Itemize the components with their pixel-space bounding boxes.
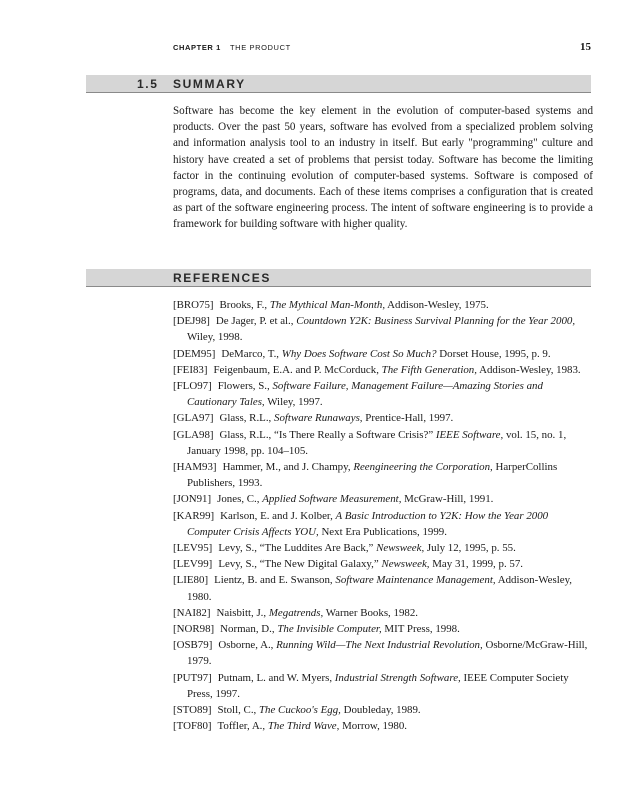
reference-title: The Invisible Computer, [277, 623, 382, 636]
reference-item [173, 540, 593, 556]
reference-key: [PUT97] [173, 671, 212, 684]
reference-key: [TOF80] [173, 720, 212, 733]
reference-list [173, 297, 593, 734]
section-number: 1.5 [137, 77, 159, 91]
reference-key: [BRO75] [173, 299, 214, 311]
section-title: SUMMARY [173, 77, 246, 91]
reference-item [173, 346, 593, 362]
reference-publication: July 12, 1995, p. 55. [424, 542, 516, 555]
reference-title: Reengineering the Corporation, [353, 461, 493, 474]
reference-title: Industrial Strength Software, [334, 671, 461, 684]
reference-title: IEEE Software, [435, 428, 504, 441]
reference-publication: Osborne/McGraw-Hill, 1979. [187, 639, 588, 668]
reference-item [173, 702, 593, 718]
reference-publication: Addison-Wesley, 1980. [187, 574, 573, 603]
reference-publication: Wiley, 1998. [187, 331, 243, 344]
reference-title: Software Maintenance Management, [335, 574, 496, 587]
reference-title: A Basic Introduction to Y2K: How the Year 2000 Computer Crisis Affects YOU, [187, 509, 549, 538]
reference-publication: Addison-Wesley, 1983. [476, 363, 581, 376]
reference-item [173, 427, 593, 459]
reference-authors: Levy, S., “The Luddites Are Back,” [218, 542, 377, 555]
reference-item [173, 410, 593, 426]
reference-title: Countdown Y2K: Business Survival Planning for the Year 2000, [296, 315, 576, 328]
reference-title: Running Wild—The Next Industrial Revolution, [276, 639, 483, 652]
reference-authors: Lientz, B. and E. Swanson, [214, 574, 336, 587]
reference-publication: HarperCollins Publishers, 1993. [187, 461, 558, 490]
reference-item [173, 605, 593, 621]
reference-publication: Morrow, 1980. [339, 720, 408, 733]
reference-authors: Levy, S., “The New Digital Galaxy,” [218, 558, 382, 571]
reference-key: [HAM93] [173, 461, 217, 474]
reference-title: Newsweek, [376, 542, 425, 555]
reference-authors: Norman, D., [220, 623, 278, 636]
reference-item [173, 313, 593, 345]
reference-key: [GLA98] [173, 428, 214, 441]
reference-authors: Osborne, A., [218, 639, 277, 652]
reference-item [173, 297, 593, 313]
reference-key: [FEI83] [173, 363, 208, 376]
reference-item [173, 491, 593, 507]
reference-key: [GLA97] [173, 412, 214, 425]
reference-publication: McGraw-Hill, 1991. [401, 493, 494, 506]
reference-authors: Brooks, F., [219, 299, 270, 311]
reference-authors: Glass, R.L., “Is There Really a Software Crisis?” [219, 428, 436, 441]
reference-title: The Fifth Generation, [381, 363, 477, 376]
reference-publication: Doubleday, 1989. [340, 704, 421, 717]
reference-publication: Prentice-Hall, 1997. [362, 412, 454, 425]
reference-key: [LIE80] [173, 574, 209, 587]
reference-authors: Jones, C., [217, 493, 263, 506]
references-title: REFERENCES [173, 271, 272, 285]
reference-title: Why Does Software Cost So Much? [281, 347, 437, 360]
reference-authors: Putnam, L. and W. Myers, [217, 671, 335, 684]
reference-key: [LEV95] [173, 542, 213, 555]
reference-title: Newsweek, [381, 558, 430, 571]
reference-authors: Toffler, A., [217, 720, 268, 733]
reference-title: Megatrends, [268, 606, 324, 619]
reference-publication: MIT Press, 1998. [381, 623, 460, 636]
reference-item [173, 670, 593, 702]
reference-item [173, 718, 593, 734]
reference-key: [NOR98] [173, 623, 215, 636]
reference-publication: vol. 15, no. 1, January 1998, pp. 104–105. [187, 428, 567, 457]
reference-publication: Wiley, 1997. [264, 396, 323, 409]
reference-key: [NAI82] [173, 606, 211, 619]
reference-item [173, 556, 593, 572]
reference-publication: Dorset House, 1995, p. 9. [436, 347, 551, 360]
reference-item [173, 572, 593, 604]
reference-publication: May 31, 1999, p. 57. [429, 558, 524, 571]
reference-title: Software Runaways, [274, 412, 363, 425]
reference-item [173, 621, 593, 637]
chapter-title: THE PRODUCT [230, 43, 291, 52]
reference-key: [KAR99] [173, 509, 215, 522]
reference-item [173, 637, 593, 669]
reference-title: Software Failure, Management Failure—Amazing Stories and Cautionary Tales, [187, 380, 543, 409]
running-header [173, 41, 591, 55]
reference-authors: Flowers, S., [217, 380, 273, 393]
reference-item [173, 508, 593, 540]
reference-publication: Next Era Publications, 1999. [318, 525, 447, 538]
reference-authors: De Jager, P. et al., [215, 315, 297, 328]
reference-key: [STO89] [173, 704, 212, 717]
reference-authors: Glass, R.L., [219, 412, 274, 425]
references-heading-bar [86, 269, 591, 287]
reference-key: [DEM95] [173, 347, 216, 360]
reference-title: The Third Wave, [267, 720, 340, 733]
reference-authors: Karlson, E. and J. Kolber, [220, 509, 336, 522]
reference-item [173, 378, 593, 410]
reference-authors: Naisbitt, J., [216, 606, 269, 619]
reference-key: [JON91] [173, 493, 212, 506]
reference-title: Applied Software Measurement, [262, 493, 402, 506]
reference-item [173, 459, 593, 491]
reference-key: [OSB79] [173, 639, 213, 652]
reference-item [173, 362, 593, 378]
reference-authors: Hammer, M., and J. Champy, [222, 461, 354, 474]
reference-authors: DeMarco, T., [221, 347, 282, 360]
reference-authors: Feigenbaum, E.A. and P. McCorduck, [213, 363, 382, 376]
chapter-label: CHAPTER 1 [173, 43, 221, 52]
summary-heading-bar [86, 75, 591, 93]
reference-key: [DEJ98] [173, 315, 210, 328]
reference-publication: Addison-Wesley, 1975. [385, 299, 489, 311]
reference-publication: Warner Books, 1982. [323, 606, 419, 619]
summary-paragraph: Software has become the key element in the evolution of computer-based systems and products. Over the past 50 years, software has evolved from a specialized problem solving and information analysis tool to an industry in itself. But early "programming" culture and history have created a set of problems that persist today. Software has become the limiting factor in the continuing evolution of computer-based systems. Software is composed of programs, data, and documents. Each of these items comprises a configuration that is created as part of the software engineering process. The intent of software engineering is to provide a framework for building software with higher quality. [173, 105, 593, 231]
reference-publication: IEEE Computer Society Press, 1997. [187, 671, 569, 700]
reference-key: [LEV99] [173, 558, 213, 571]
reference-title: The Mythical Man-Month, [269, 299, 386, 311]
reference-title: The Cuckoo's Egg, [259, 704, 341, 717]
page-number: 15 [580, 41, 591, 53]
reference-authors: Stoll, C., [217, 704, 259, 717]
reference-key: [FLO97] [173, 380, 212, 393]
